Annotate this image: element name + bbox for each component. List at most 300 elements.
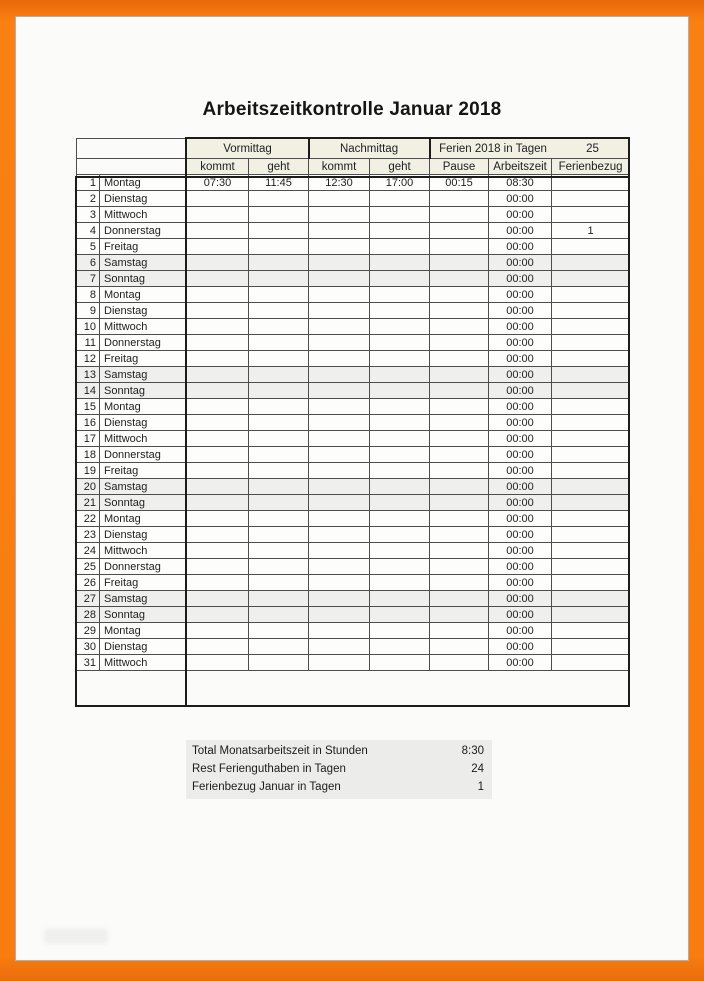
nachmittag-geht-cell [370, 303, 430, 319]
ferienbezug-cell [552, 335, 630, 351]
vormittag-geht-cell: 11:45 [249, 175, 309, 191]
nachmittag-kommt-cell [309, 207, 370, 223]
nachmittag-kommt-cell [309, 239, 370, 255]
arbeitszeit-cell: 00:00 [489, 431, 552, 447]
day-number-cell: 11 [77, 335, 100, 351]
day-number-cell: 26 [77, 575, 100, 591]
vormittag-geht-cell [249, 319, 309, 335]
vormittag-kommt-cell [187, 607, 249, 623]
vormittag-geht-cell [249, 399, 309, 415]
ferienbezug-cell [552, 575, 630, 591]
table-row [77, 351, 630, 367]
day-number-cell: 29 [77, 623, 100, 639]
day-name-cell: Samstag [100, 255, 187, 271]
nachmittag-kommt-cell [309, 319, 370, 335]
day-number-cell: 21 [77, 495, 100, 511]
pause-cell [430, 655, 489, 671]
summary-row-total [186, 742, 492, 760]
day-name-cell: Dienstag [100, 527, 187, 543]
table-row [77, 303, 630, 319]
ferien-label: Ferien 2018 in Tagen [439, 142, 547, 155]
vormittag-kommt-cell [187, 431, 249, 447]
vormittag-geht-cell [249, 207, 309, 223]
nachmittag-geht-cell [370, 319, 430, 335]
arbeitszeit-cell: 00:00 [489, 543, 552, 559]
day-name-cell: Montag [100, 287, 187, 303]
day-number-cell: 30 [77, 639, 100, 655]
pause-cell [430, 575, 489, 591]
vormittag-geht-cell [249, 223, 309, 239]
day-name-cell: Donnerstag [100, 447, 187, 463]
nachmittag-kommt-cell [309, 271, 370, 287]
ferienbezug-cell [552, 207, 630, 223]
vormittag-kommt-cell [187, 271, 249, 287]
header-spacer [77, 139, 187, 159]
ferien-total-value: 25 [586, 142, 599, 155]
nachmittag-geht-cell [370, 527, 430, 543]
table-row [77, 575, 630, 591]
col-vormittag-kommt: kommt [187, 159, 249, 175]
summary-row-ferienbezug [186, 778, 492, 796]
vormittag-geht-cell [249, 351, 309, 367]
nachmittag-kommt-cell [309, 431, 370, 447]
pause-cell [430, 319, 489, 335]
arbeitszeit-cell: 00:00 [489, 191, 552, 207]
day-name-cell: Freitag [100, 351, 187, 367]
table-row [77, 495, 630, 511]
pause-cell [430, 607, 489, 623]
arbeitszeit-cell: 00:00 [489, 383, 552, 399]
ferienbezug-cell [552, 415, 630, 431]
pause-cell [430, 271, 489, 287]
arbeitszeit-cell: 08:30 [489, 175, 552, 191]
ferienbezug-cell: 1 [552, 223, 630, 239]
vormittag-kommt-cell: 07:30 [187, 175, 249, 191]
day-number-cell: 5 [77, 239, 100, 255]
nachmittag-kommt-cell [309, 351, 370, 367]
nachmittag-kommt-cell [309, 223, 370, 239]
table-row [77, 175, 630, 191]
vormittag-kommt-cell [187, 255, 249, 271]
table-row [77, 271, 630, 287]
summary-label: Total Monatsarbeitszeit in Stunden [192, 745, 368, 757]
pause-cell [430, 303, 489, 319]
arbeitszeit-cell: 00:00 [489, 607, 552, 623]
arbeitszeit-cell: 00:00 [489, 559, 552, 575]
arbeitszeit-cell: 00:00 [489, 511, 552, 527]
nachmittag-kommt-cell [309, 607, 370, 623]
vormittag-geht-cell [249, 191, 309, 207]
vormittag-kommt-cell [187, 463, 249, 479]
summary-value: 24 [471, 763, 484, 775]
table-row [77, 239, 630, 255]
arbeitszeit-cell: 00:00 [489, 639, 552, 655]
nachmittag-kommt-cell [309, 623, 370, 639]
ferienbezug-cell [552, 607, 630, 623]
day-number-cell: 15 [77, 399, 100, 415]
pause-cell [430, 351, 489, 367]
vormittag-geht-cell [249, 447, 309, 463]
table-row [77, 639, 630, 655]
table-row [77, 223, 630, 239]
day-name-cell: Mittwoch [100, 431, 187, 447]
day-number-cell: 13 [77, 367, 100, 383]
vormittag-kommt-cell [187, 223, 249, 239]
vormittag-kommt-cell [187, 399, 249, 415]
table-row [77, 367, 630, 383]
pause-cell [430, 623, 489, 639]
nachmittag-geht-cell [370, 591, 430, 607]
vormittag-geht-cell [249, 559, 309, 575]
day-name-cell: Freitag [100, 575, 187, 591]
table-row [77, 559, 630, 575]
table-row [77, 463, 630, 479]
day-number-cell: 23 [77, 527, 100, 543]
ferienbezug-cell [552, 511, 630, 527]
day-name-cell: Sonntag [100, 383, 187, 399]
nachmittag-kommt-cell [309, 655, 370, 671]
vormittag-geht-cell [249, 607, 309, 623]
page-title: Arbeitszeitkontrolle Januar 2018 [202, 99, 502, 120]
day-name-cell: Sonntag [100, 271, 187, 287]
ferienbezug-cell [552, 367, 630, 383]
vormittag-geht-cell [249, 271, 309, 287]
table-row [77, 607, 630, 623]
nachmittag-geht-cell [370, 623, 430, 639]
day-name-cell: Dienstag [100, 191, 187, 207]
arbeitszeit-cell: 00:00 [489, 399, 552, 415]
ferienbezug-cell [552, 255, 630, 271]
ferienbezug-cell [552, 527, 630, 543]
vormittag-geht-cell [249, 527, 309, 543]
pause-cell [430, 639, 489, 655]
vormittag-geht-cell [249, 287, 309, 303]
vormittag-kommt-cell [187, 287, 249, 303]
pause-cell [430, 335, 489, 351]
day-name-cell: Mittwoch [100, 543, 187, 559]
nachmittag-kommt-cell [309, 639, 370, 655]
ferienbezug-cell [552, 175, 630, 191]
day-name-cell: Donnerstag [100, 223, 187, 239]
vormittag-kommt-cell [187, 495, 249, 511]
ferienbezug-cell [552, 431, 630, 447]
ferienbezug-cell [552, 351, 630, 367]
day-number-cell: 18 [77, 447, 100, 463]
arbeitszeit-cell: 00:00 [489, 271, 552, 287]
day-name-cell: Freitag [100, 239, 187, 255]
vormittag-geht-cell [249, 335, 309, 351]
vormittag-geht-cell [249, 639, 309, 655]
col-ferienbezug: Ferienbezug [552, 159, 630, 175]
header-group-row [77, 139, 630, 159]
nachmittag-kommt-cell [309, 255, 370, 271]
arbeitszeit-cell: 00:00 [489, 527, 552, 543]
vormittag-geht-cell [249, 575, 309, 591]
day-number-cell: 22 [77, 511, 100, 527]
pause-cell [430, 431, 489, 447]
nachmittag-geht-cell [370, 239, 430, 255]
table-row [77, 479, 630, 495]
table-row [77, 623, 630, 639]
nachmittag-kommt-cell [309, 495, 370, 511]
nachmittag-geht-cell [370, 575, 430, 591]
nachmittag-geht-cell [370, 415, 430, 431]
ferienbezug-cell [552, 447, 630, 463]
ferienbezug-cell [552, 303, 630, 319]
vormittag-geht-cell [249, 255, 309, 271]
nachmittag-geht-cell [370, 495, 430, 511]
day-number-cell: 10 [77, 319, 100, 335]
day-number-cell: 1 [77, 175, 100, 191]
nachmittag-kommt-cell [309, 511, 370, 527]
ferienbezug-cell [552, 591, 630, 607]
day-number-cell: 4 [77, 223, 100, 239]
day-number-cell: 16 [77, 415, 100, 431]
header-vormittag: Vormittag [187, 139, 309, 159]
day-name-cell: Dienstag [100, 303, 187, 319]
day-name-cell: Donnerstag [100, 335, 187, 351]
day-name-cell: Samstag [100, 591, 187, 607]
ferienbezug-cell [552, 319, 630, 335]
arbeitszeit-cell: 00:00 [489, 655, 552, 671]
day-number-cell: 24 [77, 543, 100, 559]
nachmittag-kommt-cell [309, 191, 370, 207]
day-name-cell: Sonntag [100, 607, 187, 623]
vormittag-kommt-cell [187, 383, 249, 399]
day-name-cell: Mittwoch [100, 655, 187, 671]
nachmittag-kommt-cell [309, 287, 370, 303]
vormittag-kommt-cell [187, 639, 249, 655]
table-row [77, 287, 630, 303]
nachmittag-geht-cell [370, 431, 430, 447]
vormittag-geht-cell [249, 591, 309, 607]
vormittag-kommt-cell [187, 559, 249, 575]
table-row [77, 447, 630, 463]
vormittag-geht-cell [249, 303, 309, 319]
nachmittag-geht-cell [370, 479, 430, 495]
table-row [77, 399, 630, 415]
vormittag-kommt-cell [187, 239, 249, 255]
pause-cell [430, 559, 489, 575]
pause-cell [430, 527, 489, 543]
arbeitszeit-cell: 00:00 [489, 495, 552, 511]
day-number-cell: 14 [77, 383, 100, 399]
day-number-cell: 31 [77, 655, 100, 671]
summary-label: Rest Ferienguthaben in Tagen [192, 763, 346, 775]
nachmittag-kommt-cell [309, 575, 370, 591]
pause-cell [430, 543, 489, 559]
pause-cell [430, 415, 489, 431]
header-spacer [77, 159, 187, 175]
pause-cell [430, 479, 489, 495]
nachmittag-geht-cell [370, 607, 430, 623]
nachmittag-geht-cell [370, 511, 430, 527]
pause-cell [430, 255, 489, 271]
ferienbezug-cell [552, 495, 630, 511]
day-number-cell: 9 [77, 303, 100, 319]
ferienbezug-cell [552, 479, 630, 495]
ferienbezug-cell [552, 399, 630, 415]
table-row [77, 255, 630, 271]
nachmittag-kommt-cell [309, 367, 370, 383]
col-nachmittag-geht: geht [370, 159, 430, 175]
col-nachmittag-kommt: kommt [309, 159, 370, 175]
nachmittag-geht-cell [370, 447, 430, 463]
pause-cell: 00:15 [430, 175, 489, 191]
table-row [77, 431, 630, 447]
pause-cell [430, 223, 489, 239]
table-row [77, 335, 630, 351]
vormittag-kommt-cell [187, 511, 249, 527]
vormittag-geht-cell [249, 479, 309, 495]
vormittag-geht-cell [249, 655, 309, 671]
pause-cell [430, 383, 489, 399]
arbeitszeit-cell: 00:00 [489, 479, 552, 495]
nachmittag-kommt-cell: 12:30 [309, 175, 370, 191]
day-name-cell: Mittwoch [100, 207, 187, 223]
nachmittag-geht-cell [370, 191, 430, 207]
day-name-cell: Sonntag [100, 495, 187, 511]
vormittag-kommt-cell [187, 479, 249, 495]
day-name-cell: Montag [100, 511, 187, 527]
vormittag-kommt-cell [187, 303, 249, 319]
arbeitszeit-cell: 00:00 [489, 367, 552, 383]
nachmittag-kommt-cell [309, 463, 370, 479]
vormittag-kommt-cell [187, 367, 249, 383]
vormittag-kommt-cell [187, 319, 249, 335]
day-number-cell: 27 [77, 591, 100, 607]
vormittag-geht-cell [249, 543, 309, 559]
worksheet-page [15, 16, 689, 961]
vormittag-kommt-cell [187, 335, 249, 351]
nachmittag-kommt-cell [309, 527, 370, 543]
summary-value: 8:30 [461, 745, 484, 757]
ferienbezug-cell [552, 559, 630, 575]
day-name-cell: Samstag [100, 479, 187, 495]
vormittag-geht-cell [249, 367, 309, 383]
nachmittag-kommt-cell [309, 543, 370, 559]
pause-cell [430, 367, 489, 383]
nachmittag-geht-cell [370, 223, 430, 239]
nachmittag-geht-cell [370, 271, 430, 287]
day-number-cell: 20 [77, 479, 100, 495]
faint-watermark [44, 929, 108, 944]
pause-cell [430, 447, 489, 463]
nachmittag-kommt-cell [309, 303, 370, 319]
table-row [77, 543, 630, 559]
vormittag-geht-cell [249, 511, 309, 527]
vormittag-geht-cell [249, 463, 309, 479]
arbeitszeit-cell: 00:00 [489, 255, 552, 271]
nachmittag-geht-cell [370, 351, 430, 367]
nachmittag-geht-cell [370, 367, 430, 383]
ferienbezug-cell [552, 383, 630, 399]
day-number-cell: 12 [77, 351, 100, 367]
vormittag-geht-cell [249, 495, 309, 511]
timesheet-table [76, 138, 630, 671]
day-name-cell: Freitag [100, 463, 187, 479]
day-name-cell: Mittwoch [100, 319, 187, 335]
table-row [77, 591, 630, 607]
table-row [77, 319, 630, 335]
pause-cell [430, 495, 489, 511]
nachmittag-kommt-cell [309, 559, 370, 575]
vormittag-geht-cell [249, 431, 309, 447]
nachmittag-geht-cell [370, 655, 430, 671]
day-name-cell: Donnerstag [100, 559, 187, 575]
day-name-cell: Montag [100, 175, 187, 191]
col-vormittag-geht: geht [249, 159, 309, 175]
nachmittag-geht-cell [370, 287, 430, 303]
header-ferien [430, 139, 630, 159]
vormittag-kommt-cell [187, 543, 249, 559]
arbeitszeit-cell: 00:00 [489, 351, 552, 367]
arbeitszeit-cell: 00:00 [489, 463, 552, 479]
day-number-cell: 19 [77, 463, 100, 479]
vormittag-kommt-cell [187, 415, 249, 431]
table-row [77, 383, 630, 399]
nachmittag-geht-cell [370, 639, 430, 655]
arbeitszeit-cell: 00:00 [489, 303, 552, 319]
table-row [77, 527, 630, 543]
day-number-cell: 2 [77, 191, 100, 207]
day-number-cell: 7 [77, 271, 100, 287]
ferienbezug-cell [552, 639, 630, 655]
vormittag-kommt-cell [187, 447, 249, 463]
nachmittag-kommt-cell [309, 447, 370, 463]
vormittag-geht-cell [249, 239, 309, 255]
nachmittag-kommt-cell [309, 383, 370, 399]
summary-value: 1 [477, 781, 484, 793]
ferienbezug-cell [552, 463, 630, 479]
day-name-cell: Montag [100, 399, 187, 415]
summary-panel [186, 740, 492, 799]
vormittag-geht-cell [249, 415, 309, 431]
arbeitszeit-cell: 00:00 [489, 447, 552, 463]
table-row [77, 511, 630, 527]
day-number-cell: 6 [77, 255, 100, 271]
pause-cell [430, 191, 489, 207]
arbeitszeit-cell: 00:00 [489, 575, 552, 591]
arbeitszeit-cell: 00:00 [489, 223, 552, 239]
day-number-cell: 17 [77, 431, 100, 447]
pause-cell [430, 511, 489, 527]
arbeitszeit-cell: 00:00 [489, 591, 552, 607]
vormittag-kommt-cell [187, 191, 249, 207]
vormittag-kommt-cell [187, 655, 249, 671]
col-pause: Pause [430, 159, 489, 175]
nachmittag-kommt-cell [309, 399, 370, 415]
nachmittag-geht-cell [370, 207, 430, 223]
nachmittag-kommt-cell [309, 479, 370, 495]
vormittag-kommt-cell [187, 591, 249, 607]
nachmittag-geht-cell [370, 399, 430, 415]
table-row [77, 191, 630, 207]
pause-cell [430, 591, 489, 607]
nachmittag-geht-cell [370, 463, 430, 479]
day-name-cell: Samstag [100, 367, 187, 383]
header-nachmittag: Nachmittag [309, 139, 430, 159]
vormittag-geht-cell [249, 383, 309, 399]
pause-cell [430, 239, 489, 255]
day-number-cell: 25 [77, 559, 100, 575]
vormittag-kommt-cell [187, 351, 249, 367]
pause-cell [430, 399, 489, 415]
ferienbezug-cell [552, 287, 630, 303]
header-subcols-row [77, 159, 630, 175]
ferienbezug-cell [552, 191, 630, 207]
day-name-cell: Dienstag [100, 415, 187, 431]
